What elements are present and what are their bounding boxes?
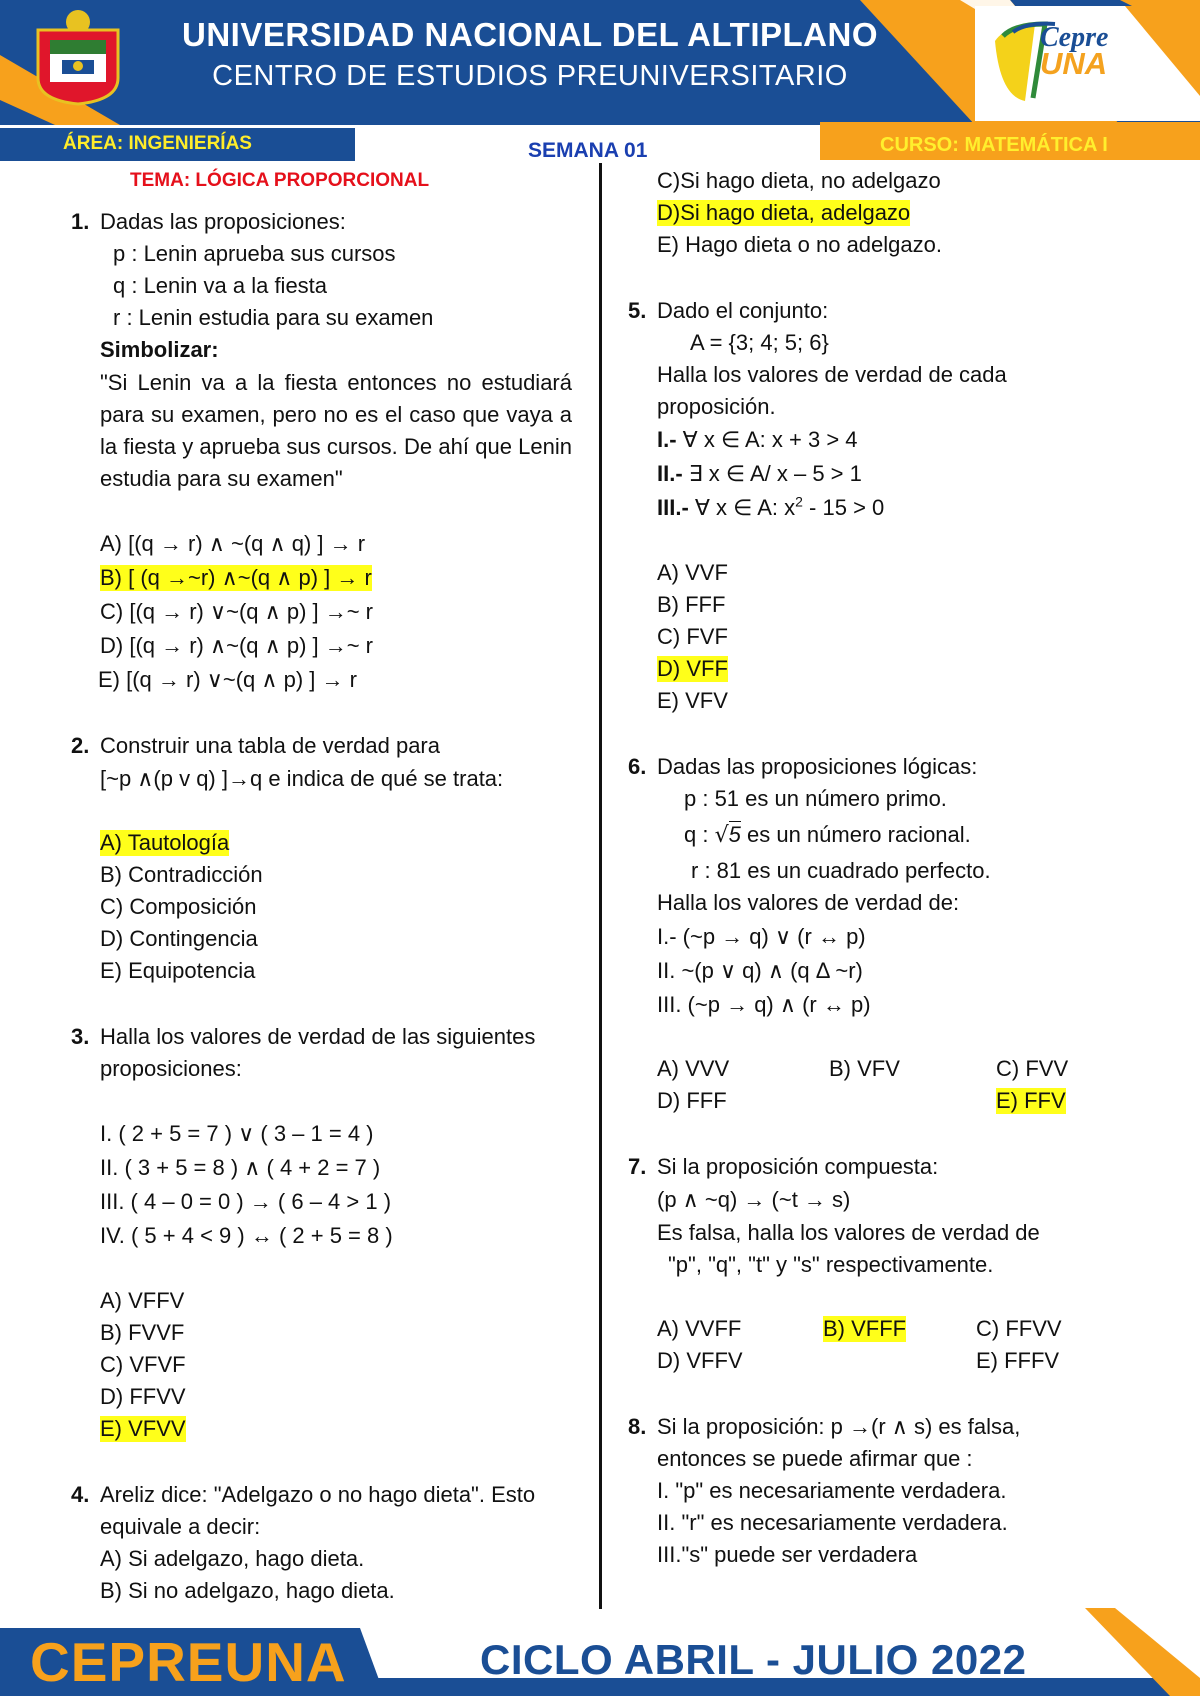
q2-option-a-answer: A) Tautología	[100, 830, 230, 855]
q5-item-2: II.- ∃ x ∈ A/ x – 5 > 1	[657, 461, 862, 486]
q5-option-a: A) VVF	[657, 560, 728, 585]
q3-item-2: II. ( 3 + 5 = 8 ) ∧ ( 4 + 2 = 7 )	[100, 1155, 381, 1180]
q3-item-3: III. ( 4 – 0 = 0 ) → ( 6 – 4 > 1 )	[100, 1189, 392, 1214]
q3-item-4: IV. ( 5 + 4 < 9 ) ↔ ( 2 + 5 = 8 )	[100, 1223, 393, 1248]
q4-option-b: B) Si no adelgazo, hago dieta.	[100, 1578, 395, 1603]
question-1-task: Simbolizar:	[100, 337, 219, 362]
q5-option-c: C) FVF	[657, 624, 728, 649]
q3-option-d: D) FFVV	[100, 1384, 186, 1409]
question-7-line3: Es falsa, halla los valores de verdad de	[657, 1220, 1040, 1245]
q6-option-a: A) VVV	[657, 1056, 730, 1081]
q6-item-3: III. (~p → q) ∧ (r ↔ p)	[657, 992, 871, 1017]
question-2-line1: Construir una tabla de verdad para	[100, 733, 440, 758]
question-8-number: 8.	[628, 1414, 647, 1439]
question-6-line5: Halla los valores de verdad de:	[657, 890, 960, 915]
question-1-intro: Dadas las proposiciones:	[100, 209, 346, 234]
q2-option-b: B) Contradicción	[100, 862, 263, 887]
q5-option-d-answer: D) VFF	[657, 656, 728, 681]
q1-option-c: C) [(q → r) ∨~(q ∧ p) ] →~ r	[100, 599, 374, 624]
question-2-line2: [~p ∧(p v q) ]→q e indica de qué se trata:	[100, 766, 504, 791]
q6-proposition-p: p : 51 es un número primo.	[684, 786, 947, 811]
question-6-number: 6.	[628, 754, 647, 779]
area-label: ÁREA: INGENIERÍAS	[63, 133, 252, 154]
question-4-number: 4.	[71, 1482, 90, 1507]
proposition-r: r : Lenin estudia para su examen	[113, 305, 434, 330]
q4-option-a: A) Si adelgazo, hago dieta.	[100, 1546, 365, 1571]
q5-item-3: III.- ∀ x ∈ A: $x^2 - 15 > 0$	[657, 493, 885, 520]
question-3-number: 3.	[71, 1024, 90, 1049]
q6-option-e-answer: E) FFV	[996, 1088, 1066, 1113]
question-8-line1: Si la proposición: p →(r ∧ s) es falsa,	[657, 1414, 1021, 1439]
question-7-line2: (p ∧ ~q) → (~t → s)	[657, 1187, 851, 1212]
logo-text-una: UNA	[1040, 46, 1108, 81]
question-7-number: 7.	[628, 1154, 647, 1179]
q1-option-a: A) [(q → r) ∧ ~(q ∧ q) ] → r	[100, 531, 366, 556]
q5-option-e: E) VFV	[657, 688, 728, 713]
question-5-line1: Dado el conjunto:	[657, 298, 829, 323]
q2-option-c: C) Composición	[100, 894, 257, 919]
q4-option-c: C)Si hago dieta, no adelgazo	[657, 168, 941, 193]
q7-option-b-answer: B) VFFF	[823, 1316, 907, 1341]
question-5-line3: Halla los valores de verdad de cada	[657, 362, 1007, 387]
week-label: SEMANA 01	[528, 139, 648, 162]
column-divider	[599, 163, 602, 1609]
q7-option-c: C) FFVV	[976, 1316, 1062, 1341]
center-subtitle: CENTRO DE ESTUDIOS PREUNIVERSITARIO	[212, 60, 848, 92]
q5-item-1: I.- ∀ x ∈ A: x + 3 > 4	[657, 427, 858, 452]
proposition-p: p : Lenin aprueba sus cursos	[113, 241, 396, 266]
q1-option-e: E) [(q → r) ∨~(q ∧ p) ] → r	[98, 667, 357, 692]
q6-item-1: I.- (~p → q) ∨ (r ↔ p)	[657, 924, 866, 949]
proposition-q: q : Lenin va a la fiesta	[113, 273, 328, 298]
topic-title: TEMA: LÓGICA PROPORCIONAL	[130, 170, 430, 191]
q3-item-1: I. ( 2 + 5 = 7 ) ∨ ( 3 – 1 = 4 )	[100, 1121, 374, 1146]
q1-option-d: D) [(q → r) ∧~(q ∧ p) ] →~ r	[100, 633, 374, 658]
university-crest-logo	[32, 8, 124, 106]
footer-cycle: CICLO ABRIL - JULIO 2022	[480, 1636, 1027, 1683]
q4-option-d-answer: D)Si hago dieta, adelgazo	[657, 200, 911, 225]
question-8-line2: entonces se puede afirmar que :	[657, 1446, 973, 1471]
page-footer	[0, 1608, 1200, 1696]
q2-option-e: E) Equipotencia	[100, 958, 256, 983]
q8-item-3: III."s" puede ser verdadera	[657, 1542, 918, 1567]
course-label: CURSO: MATEMÁTICA I	[880, 134, 1108, 156]
q8-item-2: II. "r" es necesariamente verdadera.	[657, 1510, 1008, 1535]
q3-option-e-answer: E) VFVV	[100, 1416, 186, 1441]
question-7-line4: "p", "q", "t" y "s" respectivamente.	[668, 1252, 994, 1277]
q8-item-1: I. "p" es necesariamente verdadera.	[657, 1478, 1007, 1503]
logo-text-cepre: Cepre	[1040, 22, 1109, 53]
q4-option-e: E) Hago dieta o no adelgazo.	[657, 232, 942, 257]
question-3-line2: proposiciones:	[100, 1056, 242, 1081]
q7-option-a: A) VVFF	[657, 1316, 742, 1341]
q3-option-b: B) FVVF	[100, 1320, 185, 1345]
question-7-line1: Si la proposición compuesta:	[657, 1154, 939, 1179]
q3-option-a: A) VFFV	[100, 1288, 185, 1313]
q7-option-e: E) FFFV	[976, 1348, 1060, 1373]
q3-option-c: C) VFVF	[100, 1352, 186, 1377]
q6-option-c: C) FVV	[996, 1056, 1069, 1081]
q6-option-b: B) VFV	[829, 1056, 900, 1081]
question-5-line4: proposición.	[657, 394, 776, 419]
question-5-number: 5.	[628, 298, 647, 323]
question-4-line2: equivale a decir:	[100, 1514, 261, 1539]
q5-option-b: B) FFF	[657, 592, 726, 617]
footer-brand: CEPREUNA	[30, 1631, 347, 1693]
question-1-number: 1.	[71, 209, 90, 234]
question-2-number: 2.	[71, 733, 90, 758]
q6-proposition-r: r : 81 es un cuadrado perfecto.	[691, 858, 991, 883]
question-1-quote: "Si Lenin va a la fiesta entonces no estudiará para su examen, pero no es el caso que vaya a la fiesta y aprueba sus cursos. De ahí que Lenin estudia para su examen"	[100, 370, 572, 491]
q7-option-d: D) VFFV	[657, 1348, 743, 1373]
page-header	[0, 0, 1200, 125]
q6-item-2: II. ~(p ∨ q) ∧ (q Δ ~r)	[657, 958, 863, 983]
question-6-line1: Dadas las proposiciones lógicas:	[657, 754, 978, 779]
q6-option-d: D) FFF	[657, 1088, 727, 1113]
q6-proposition-q: q : √5 es un número racional.	[684, 822, 971, 848]
question-4-line1: Areliz dice: "Adelgazo o no hago dieta". Esto	[100, 1482, 536, 1507]
q1-option-b-answer: B) [ (q →~r) ∧~(q ∧ p) ] → r	[100, 565, 372, 590]
question-3-line1: Halla los valores de verdad de las siguientes	[100, 1024, 536, 1049]
question-5-set: A = {3; 4; 5; 6}	[690, 330, 829, 355]
university-title: UNIVERSIDAD NACIONAL DEL ALTIPLANO	[182, 16, 878, 53]
q2-option-d: D) Contingencia	[100, 926, 258, 951]
